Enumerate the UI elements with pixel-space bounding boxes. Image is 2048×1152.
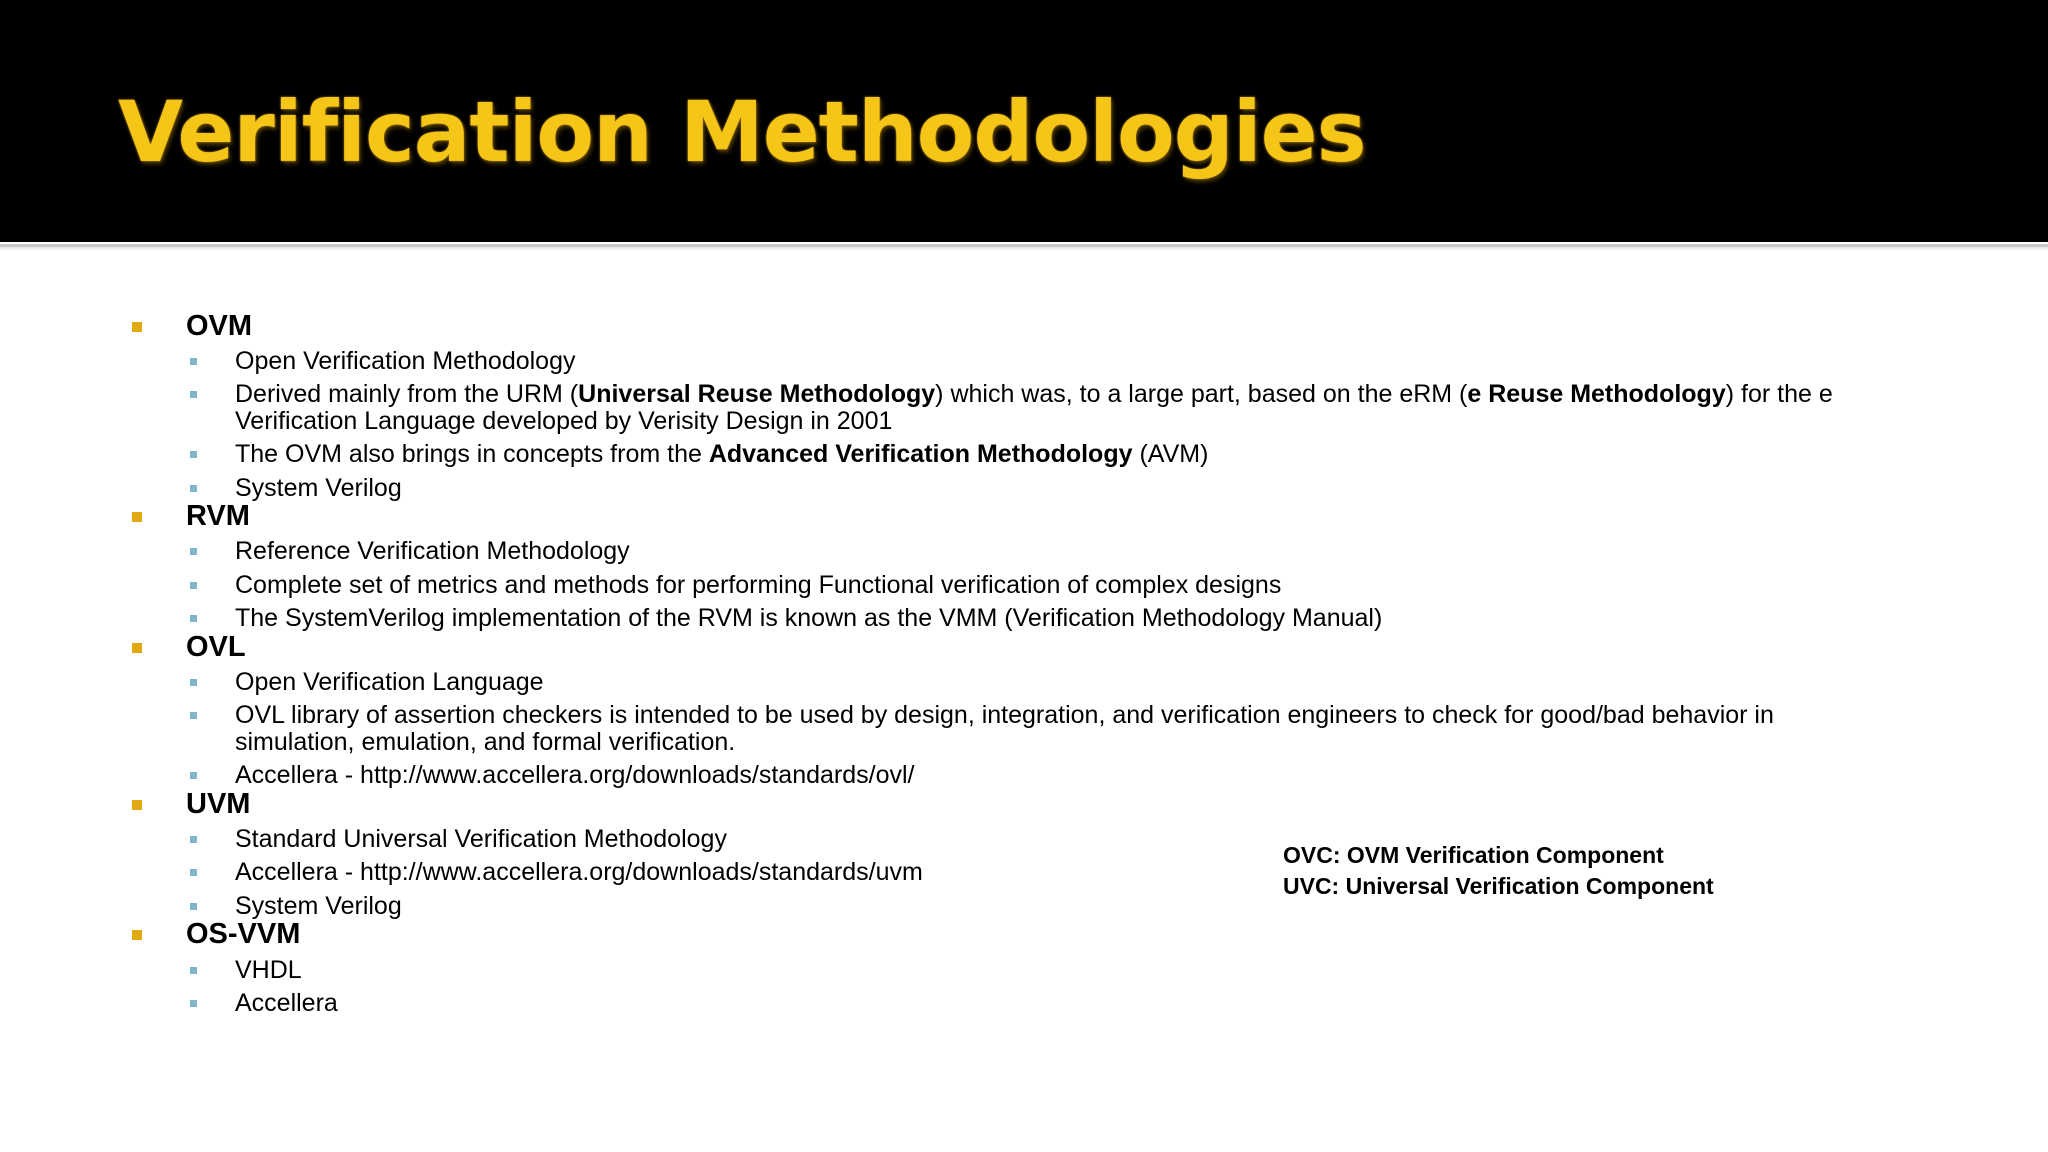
main-bullet-icon (132, 643, 142, 653)
bullet-rvm-2 (235, 572, 1875, 599)
bullet-ovm-3 (235, 441, 1875, 468)
bullet-text: Complete set of metrics and methods for performing Functional verification of complex designs (235, 571, 1282, 599)
sub-bullet-icon (190, 967, 197, 974)
sub-bullet-icon (190, 391, 197, 398)
bullet-text: System Verilog (235, 474, 402, 502)
bullet-ovl-2 (235, 702, 1875, 756)
bullet-ovl-3 (235, 762, 1875, 789)
section-heading-ovm: OVM (186, 310, 253, 342)
bullet-text: Accellera - http://www.accellera.org/downloads/standards/uvm (235, 858, 923, 886)
sub-bullet-icon (190, 1000, 197, 1007)
sub-bullet-icon (190, 358, 197, 365)
sub-bullet-icon (190, 869, 197, 876)
section-heading-os-vvm: OS-VVM (186, 918, 301, 950)
bullet-text: System Verilog (235, 892, 402, 920)
sub-bullet-icon (190, 451, 197, 458)
slide-title: Verification Methodologies (118, 83, 1366, 181)
bullet-rvm-1 (235, 538, 1875, 565)
main-bullet-icon (132, 322, 142, 332)
sub-bullet-icon (190, 615, 197, 622)
bullet-text: Open Verification Methodology (235, 347, 576, 375)
bullet-os-vvm-2 (235, 990, 1875, 1017)
bullet-ovm-2 (235, 381, 1875, 435)
bullet-bold-term: Universal Reuse Methodology (578, 380, 936, 408)
bullet-text: Derived mainly from the URM ( (235, 380, 579, 408)
bullet-text: The OVM also brings in concepts from the (235, 440, 709, 468)
main-bullet-icon (132, 800, 142, 810)
bullet-text: ) for the e Verification Language developed by Verisity Design in 2001 (235, 380, 1833, 435)
sub-bullet-icon (190, 903, 197, 910)
bullet-text: Reference Verification Methodology (235, 537, 630, 565)
main-bullet-icon (132, 512, 142, 522)
bullet-text: (AVM) (1132, 440, 1209, 468)
note-ovc: OVC: OVM Verification Component (1283, 842, 1664, 868)
bullet-ovm-4 (235, 475, 1875, 502)
note-uvc: UVC: Universal Verification Component (1283, 873, 1714, 899)
bullet-bold-term: e Reuse Methodology (1467, 380, 1726, 408)
bullet-rvm-3 (235, 605, 1875, 632)
bullet-text: Standard Universal Verification Methodology (235, 825, 727, 853)
bullet-bold-term: Advanced Verification Methodology (708, 440, 1133, 468)
main-bullet-icon (132, 930, 142, 940)
bullet-text: Accellera (235, 989, 338, 1017)
sub-bullet-icon (190, 582, 197, 589)
sub-bullet-icon (190, 679, 197, 686)
bullet-text: Open Verification Language (235, 668, 544, 696)
bullet-text: VHDL (235, 956, 302, 984)
sub-bullet-icon (190, 772, 197, 779)
sub-bullet-icon (190, 836, 197, 843)
bullet-text: ) which was, to a large part, based on the eRM ( (935, 380, 1468, 408)
bullet-ovm-1 (235, 348, 1875, 375)
bullet-ovl-1 (235, 669, 1875, 696)
bullet-text: The SystemVerilog implementation of the RVM is known as the VMM (Verification Methodology Manual) (235, 604, 1383, 632)
bullet-text: OVL library of assertion checkers is intended to be used by design, integration, and verification engineers to check for good/bad behavior in simulation, emulation, and formal verification. (235, 701, 1774, 756)
section-heading-ovl: OVL (186, 631, 246, 663)
section-heading-uvm: UVM (186, 788, 251, 820)
sub-bullet-icon (190, 485, 197, 492)
bullet-os-vvm-1 (235, 957, 1875, 984)
sub-bullet-icon (190, 712, 197, 719)
sub-bullet-icon (190, 548, 197, 555)
section-heading-rvm: RVM (186, 500, 250, 532)
bullet-text: Accellera - http://www.accellera.org/downloads/standards/ovl/ (235, 761, 915, 789)
